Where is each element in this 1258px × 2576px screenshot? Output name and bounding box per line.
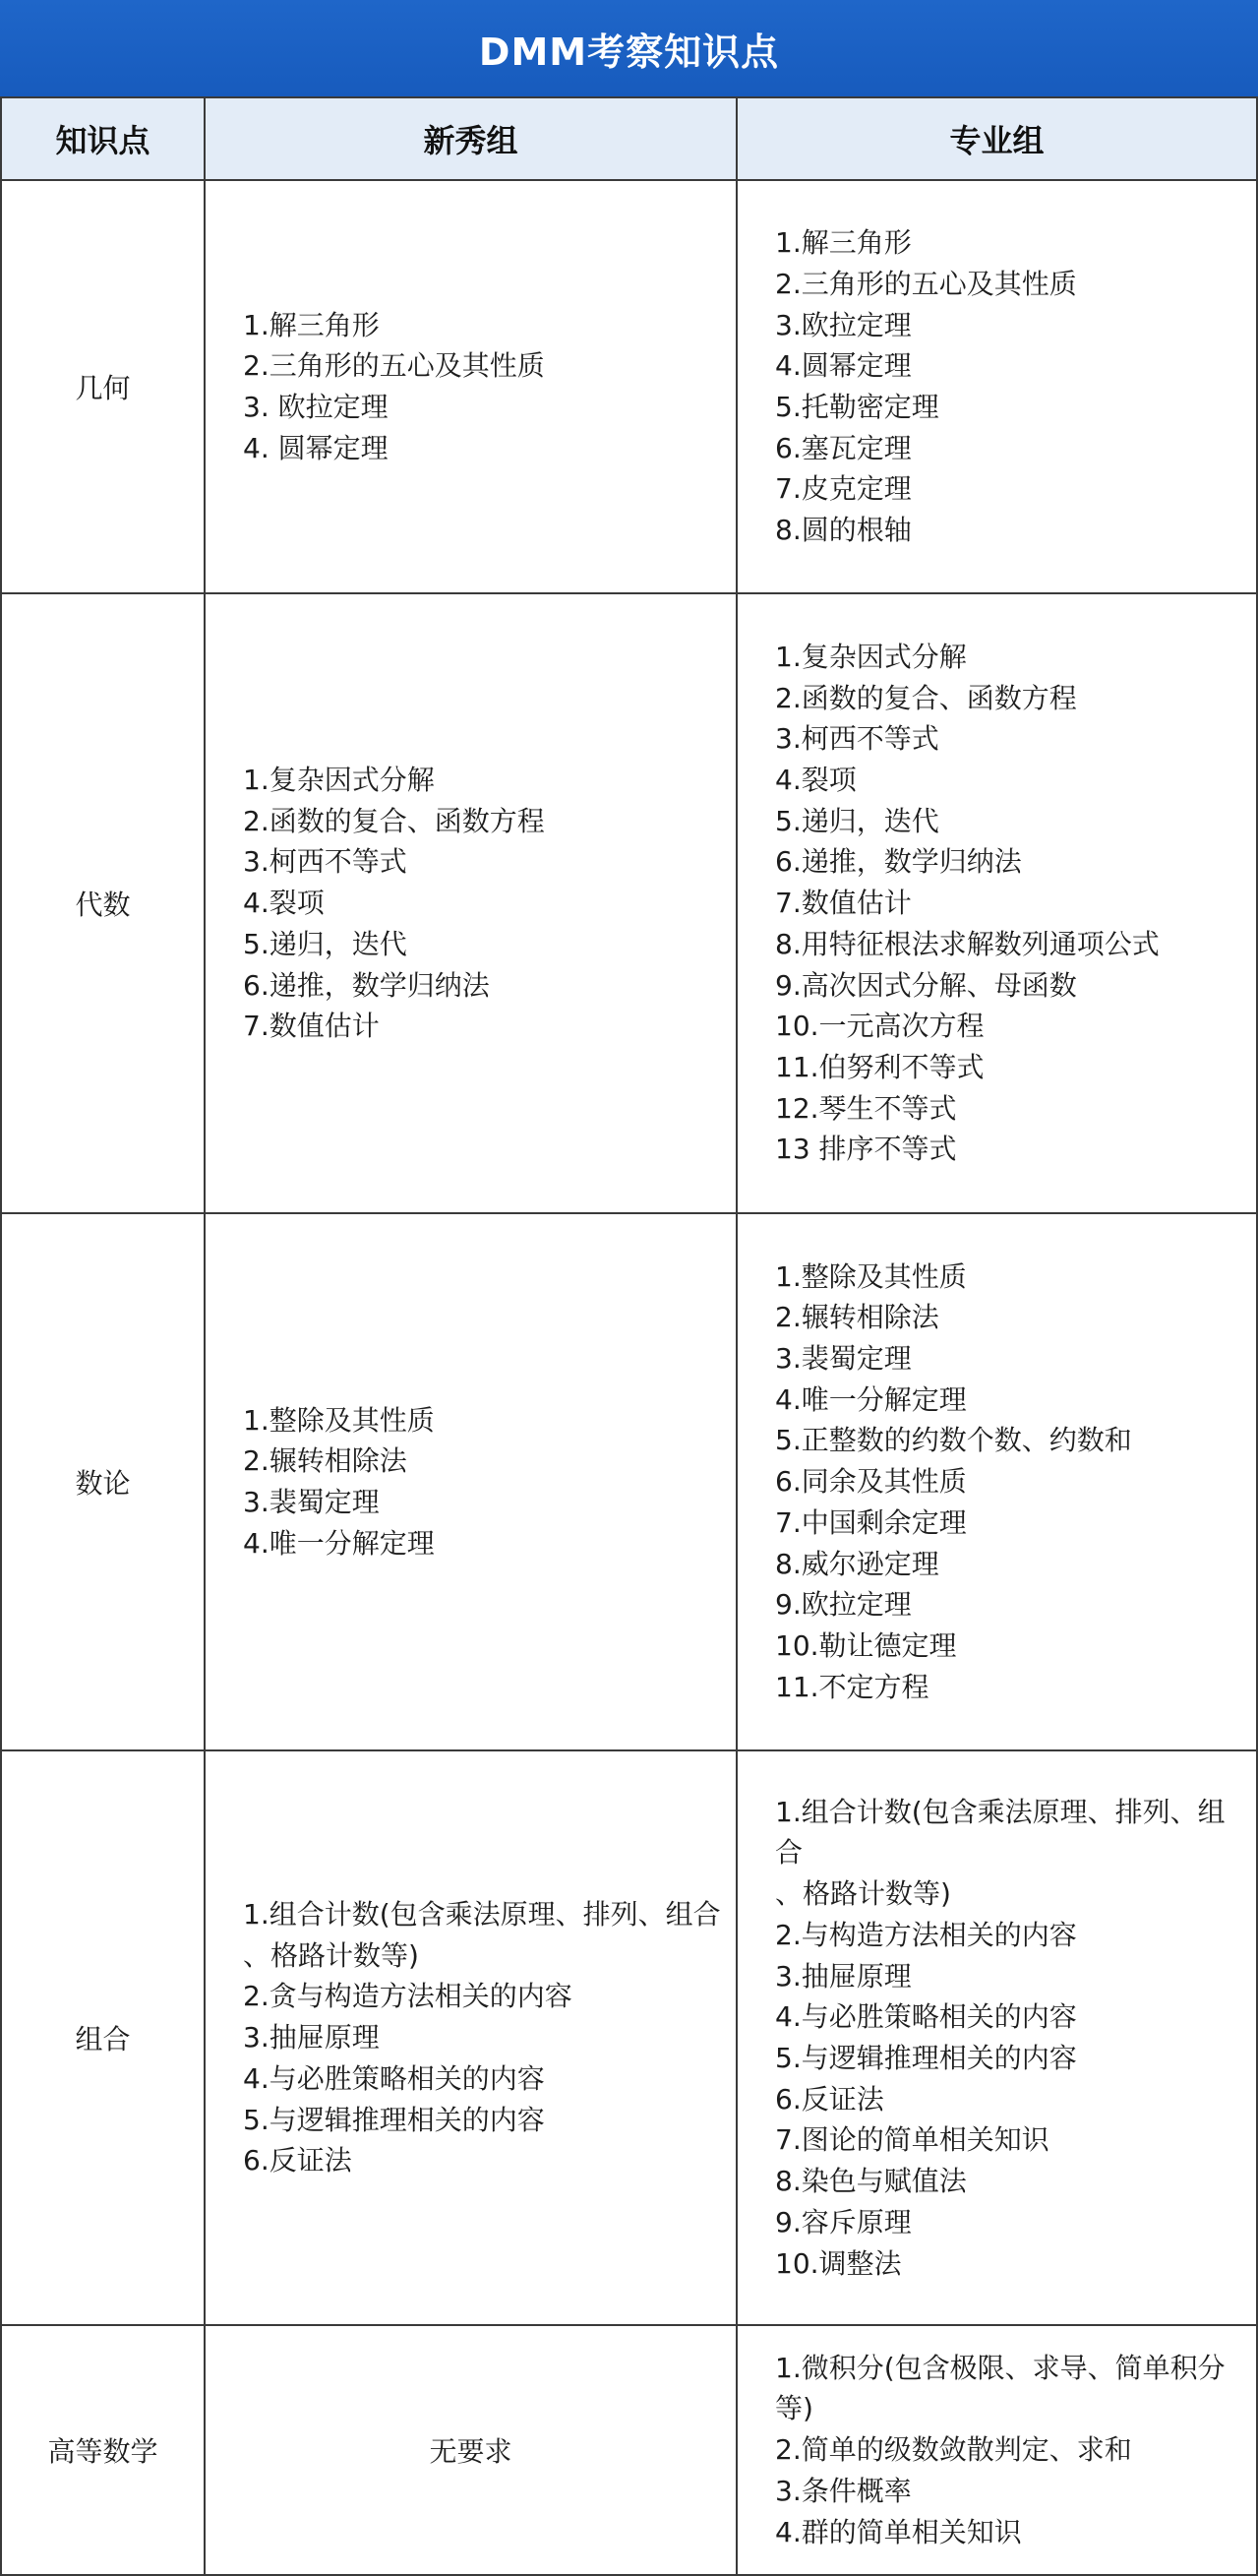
list-item: 4.圆幂定理 <box>775 349 912 383</box>
list-item: 2.贪与构造方法相关的内容 <box>243 1980 572 2013</box>
list-item: 2.辗转相除法 <box>775 1301 939 1334</box>
list-item: 3.抽屉原理 <box>243 2021 380 2055</box>
list-item: 5.与逻辑推理相关的内容 <box>775 2042 1077 2074</box>
novice-cell <box>205 180 737 593</box>
list-item: 3.裴蜀定理 <box>243 1486 380 1518</box>
topic-cell: 高等数学 <box>1 2325 205 2575</box>
list-item: 1.整除及其性质 <box>775 1259 967 1293</box>
list-item: 2.与构造方法相关的内容 <box>775 1918 1077 1951</box>
list-item: 2.简单的级数敛散判定、求和 <box>775 2433 1132 2467</box>
list-item: 1.解三角形 <box>775 226 912 260</box>
list-item: 7.数值估计 <box>243 1010 380 1043</box>
professional-list <box>738 1257 1256 1708</box>
list-item: 1.组合计数(包含乘法原理、排列、组合 <box>243 1898 721 1932</box>
novice-list <box>206 1894 736 2181</box>
professional-cell <box>737 2325 1257 2575</box>
list-item: 5.托勒密定理 <box>775 391 939 423</box>
list-item: 3. 欧拉定理 <box>243 391 389 423</box>
list-item: 1.复杂因式分解 <box>775 640 967 673</box>
professional-cell <box>737 593 1257 1213</box>
list-item: 3.裴蜀定理 <box>775 1342 912 1376</box>
list-item: 6.反证法 <box>243 2144 352 2177</box>
novice-cell <box>205 593 737 1213</box>
list-item: 7.中国剩余定理 <box>775 1505 967 1539</box>
knowledge-table-wrapper <box>0 96 1258 2576</box>
professional-list <box>738 1792 1256 2284</box>
list-item: 3.柯西不等式 <box>775 722 939 756</box>
list-item: 9.容斥原理 <box>775 2205 912 2239</box>
list-item: 4.与必胜策略相关的内容 <box>243 2061 545 2095</box>
list-item: 1.整除及其性质 <box>243 1403 435 1437</box>
list-item: 2.三角形的五心及其性质 <box>243 349 545 383</box>
table-row-advanced-math <box>1 2325 1257 2575</box>
table-row-combinatorics <box>1 1750 1257 2325</box>
table-row-algebra <box>1 593 1257 1213</box>
novice-list <box>206 760 736 1047</box>
topic-cell: 几何 <box>1 180 205 593</box>
list-item: 7.数值估计 <box>775 887 912 920</box>
header-novice: 新秀组 <box>205 97 737 180</box>
header-professional: 专业组 <box>737 97 1257 180</box>
list-item: 2.三角形的五心及其性质 <box>775 267 1077 300</box>
list-item: 1.复杂因式分解 <box>243 764 435 797</box>
professional-cell <box>737 1213 1257 1750</box>
list-item: 5.递归，迭代 <box>775 804 939 837</box>
list-item: 3.柯西不等式 <box>243 845 407 879</box>
list-item: 8.染色与赋值法 <box>775 2165 967 2198</box>
knowledge-table <box>0 96 1258 2576</box>
list-item: 10.勒让德定理 <box>775 1628 957 1662</box>
list-item: 8.用特征根法求解数列通项公式 <box>775 927 1160 960</box>
professional-list <box>738 2348 1256 2553</box>
list-item: 5.递归，迭代 <box>243 927 407 960</box>
page-title <box>0 0 1258 96</box>
list-item: 3.抽屉原理 <box>775 1959 912 1993</box>
list-item: 等) <box>775 2392 813 2425</box>
novice-cell-no-requirement: 无要求 <box>205 2325 737 2575</box>
novice-list <box>206 1400 736 1564</box>
table-row-number-theory <box>1 1213 1257 1750</box>
professional-list <box>738 637 1256 1170</box>
list-item: 4. 圆幂定理 <box>243 431 389 464</box>
table-header-row <box>1 97 1257 180</box>
list-item: 4.与必胜策略相关的内容 <box>775 2000 1077 2034</box>
list-item: 12.琴生不等式 <box>775 1091 957 1125</box>
list-item: 10.调整法 <box>775 2246 902 2280</box>
list-item: 、格路计数等) <box>243 1938 419 1972</box>
list-item: 9.高次因式分解、母函数 <box>775 968 1077 1002</box>
list-item: 2.函数的复合、函数方程 <box>775 681 1077 714</box>
list-item: 1.微积分(包含极限、求导、简单积分 <box>775 2351 1226 2384</box>
list-item: 1.组合计数(包含乘法原理、排列、组合 <box>775 1795 1226 1870</box>
list-item: 6.递推，数学归纳法 <box>775 845 1022 879</box>
list-item: 2.函数的复合、函数方程 <box>243 804 545 837</box>
list-item: 4.裂项 <box>243 887 325 920</box>
list-item: 6.递推，数学归纳法 <box>243 968 490 1002</box>
novice-list <box>206 305 736 469</box>
header-topic: 知识点 <box>1 97 205 180</box>
list-item: 9.欧拉定理 <box>775 1588 912 1622</box>
list-item: 7.图论的简单相关知识 <box>775 2123 1049 2157</box>
list-item: 、格路计数等) <box>775 1877 951 1911</box>
list-item: 6.同余及其性质 <box>775 1465 967 1499</box>
list-item: 4.唯一分解定理 <box>243 1526 435 1560</box>
list-item: 13 排序不等式 <box>775 1133 957 1166</box>
page-title-text: DMM考察知识点 <box>478 30 780 74</box>
professional-cell <box>737 180 1257 593</box>
list-item: 7.皮克定理 <box>775 472 912 506</box>
list-item: 11.不定方程 <box>775 1670 929 1703</box>
list-item: 3.条件概率 <box>775 2474 912 2507</box>
list-item: 5.与逻辑推理相关的内容 <box>243 2103 545 2136</box>
list-item: 4.唯一分解定理 <box>775 1382 967 1416</box>
list-item: 3.欧拉定理 <box>775 308 912 341</box>
list-item: 4.裂项 <box>775 764 857 797</box>
topic-cell: 数论 <box>1 1213 205 1750</box>
list-item: 5.正整数的约数个数、约数和 <box>775 1424 1132 1457</box>
list-item: 1.解三角形 <box>243 308 380 341</box>
list-item: 6.塞瓦定理 <box>775 431 912 464</box>
list-item: 4.群的简单相关知识 <box>775 2515 1022 2548</box>
topic-cell: 代数 <box>1 593 205 1213</box>
list-item: 2.辗转相除法 <box>243 1444 407 1478</box>
list-item: 6.反证法 <box>775 2082 884 2116</box>
professional-list <box>738 222 1256 551</box>
topic-cell: 组合 <box>1 1750 205 2325</box>
list-item: 8.圆的根轴 <box>775 514 912 547</box>
table-row-geometry <box>1 180 1257 593</box>
novice-cell <box>205 1213 737 1750</box>
professional-cell <box>737 1750 1257 2325</box>
list-item: 11.伯努利不等式 <box>775 1050 985 1083</box>
list-item: 10.一元高次方程 <box>775 1010 985 1043</box>
novice-cell <box>205 1750 737 2325</box>
list-item: 8.威尔逊定理 <box>775 1547 939 1580</box>
